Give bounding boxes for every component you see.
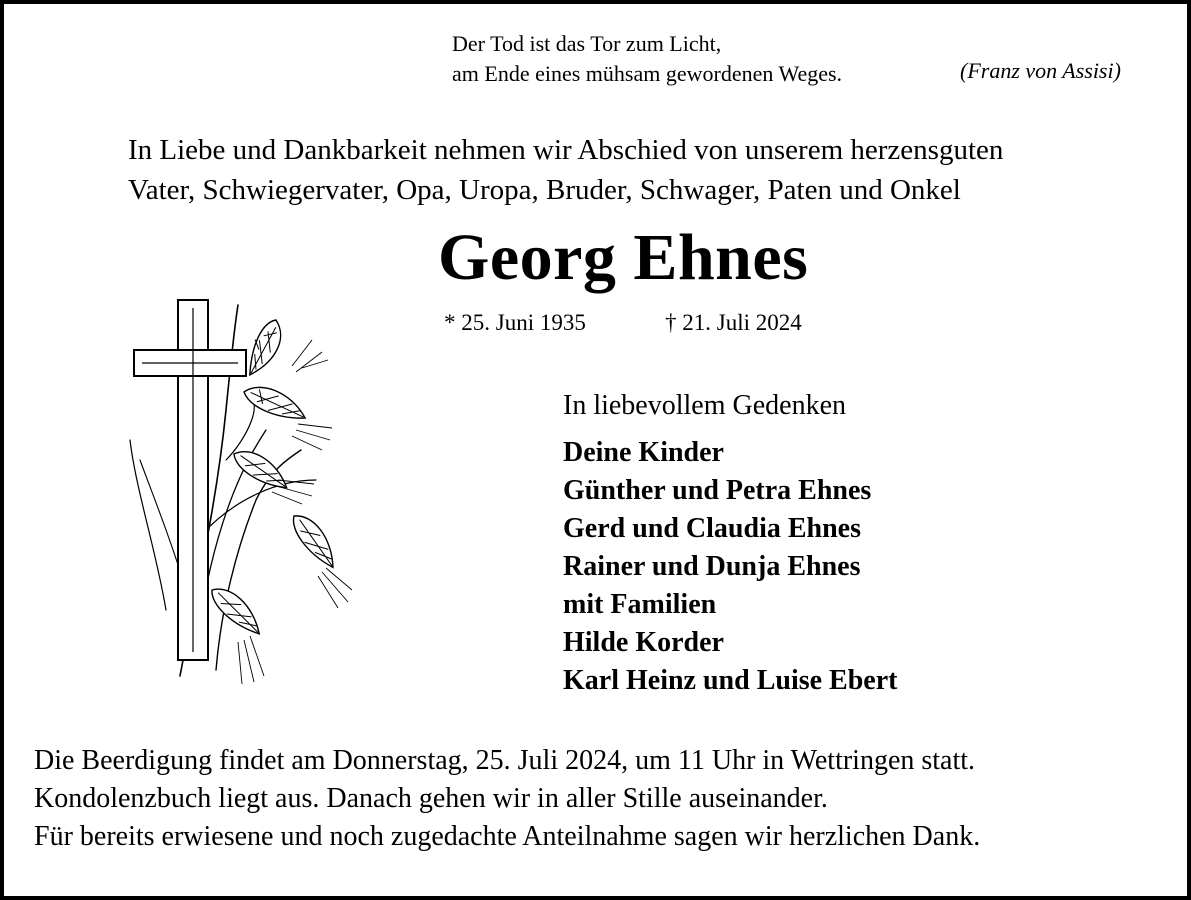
mourners-heading: In liebevollem Gedenken bbox=[563, 390, 847, 421]
mourner-line: Hilde Korder bbox=[563, 627, 724, 658]
mourner-line: Gerd und Claudia Ehnes bbox=[563, 513, 861, 544]
quote-line-1: Der Tod ist das Tor zum Licht, bbox=[452, 31, 722, 56]
deceased-name: Georg Ehnes bbox=[438, 221, 809, 294]
cross-with-wheat-icon bbox=[126, 290, 358, 690]
mourner-line: Karl Heinz und Luise Ebert bbox=[563, 665, 898, 696]
quote-line-2: am Ende eines mühsam gewordenen Weges. bbox=[452, 61, 843, 86]
mourner-line: Deine Kinder bbox=[563, 437, 724, 468]
intro-line-1: In Liebe und Dankbarkeit nehmen wir Abschied von unserem herzensguten bbox=[128, 134, 1004, 166]
birth-date: * 25. Juni 1935 bbox=[444, 310, 586, 335]
death-date: † 21. Juli 2024 bbox=[665, 310, 802, 335]
intro-line-2: Vater, Schwiegervater, Opa, Uropa, Bruder, Schwager, Paten und Onkel bbox=[128, 174, 961, 206]
mourners-list bbox=[563, 434, 897, 700]
notice-line-2: Kondolenzbuch liegt aus. Danach gehen wir in aller Stille auseinander. bbox=[34, 783, 828, 814]
notice-line-3: Für bereits erwiesene und noch zugedachte Anteilnahme sagen wir herzlichen Dank. bbox=[34, 821, 981, 852]
notice-line-1: Die Beerdigung findet am Donnerstag, 25. Juli 2024, um 11 Uhr in Wettringen statt. bbox=[34, 745, 976, 776]
mourner-line: Günther und Petra Ehnes bbox=[563, 475, 872, 506]
mourner-line: mit Familien bbox=[563, 589, 717, 620]
quote-author: (Franz von Assisi) bbox=[960, 58, 1121, 83]
mourner-line: Rainer und Dunja Ehnes bbox=[563, 551, 861, 582]
